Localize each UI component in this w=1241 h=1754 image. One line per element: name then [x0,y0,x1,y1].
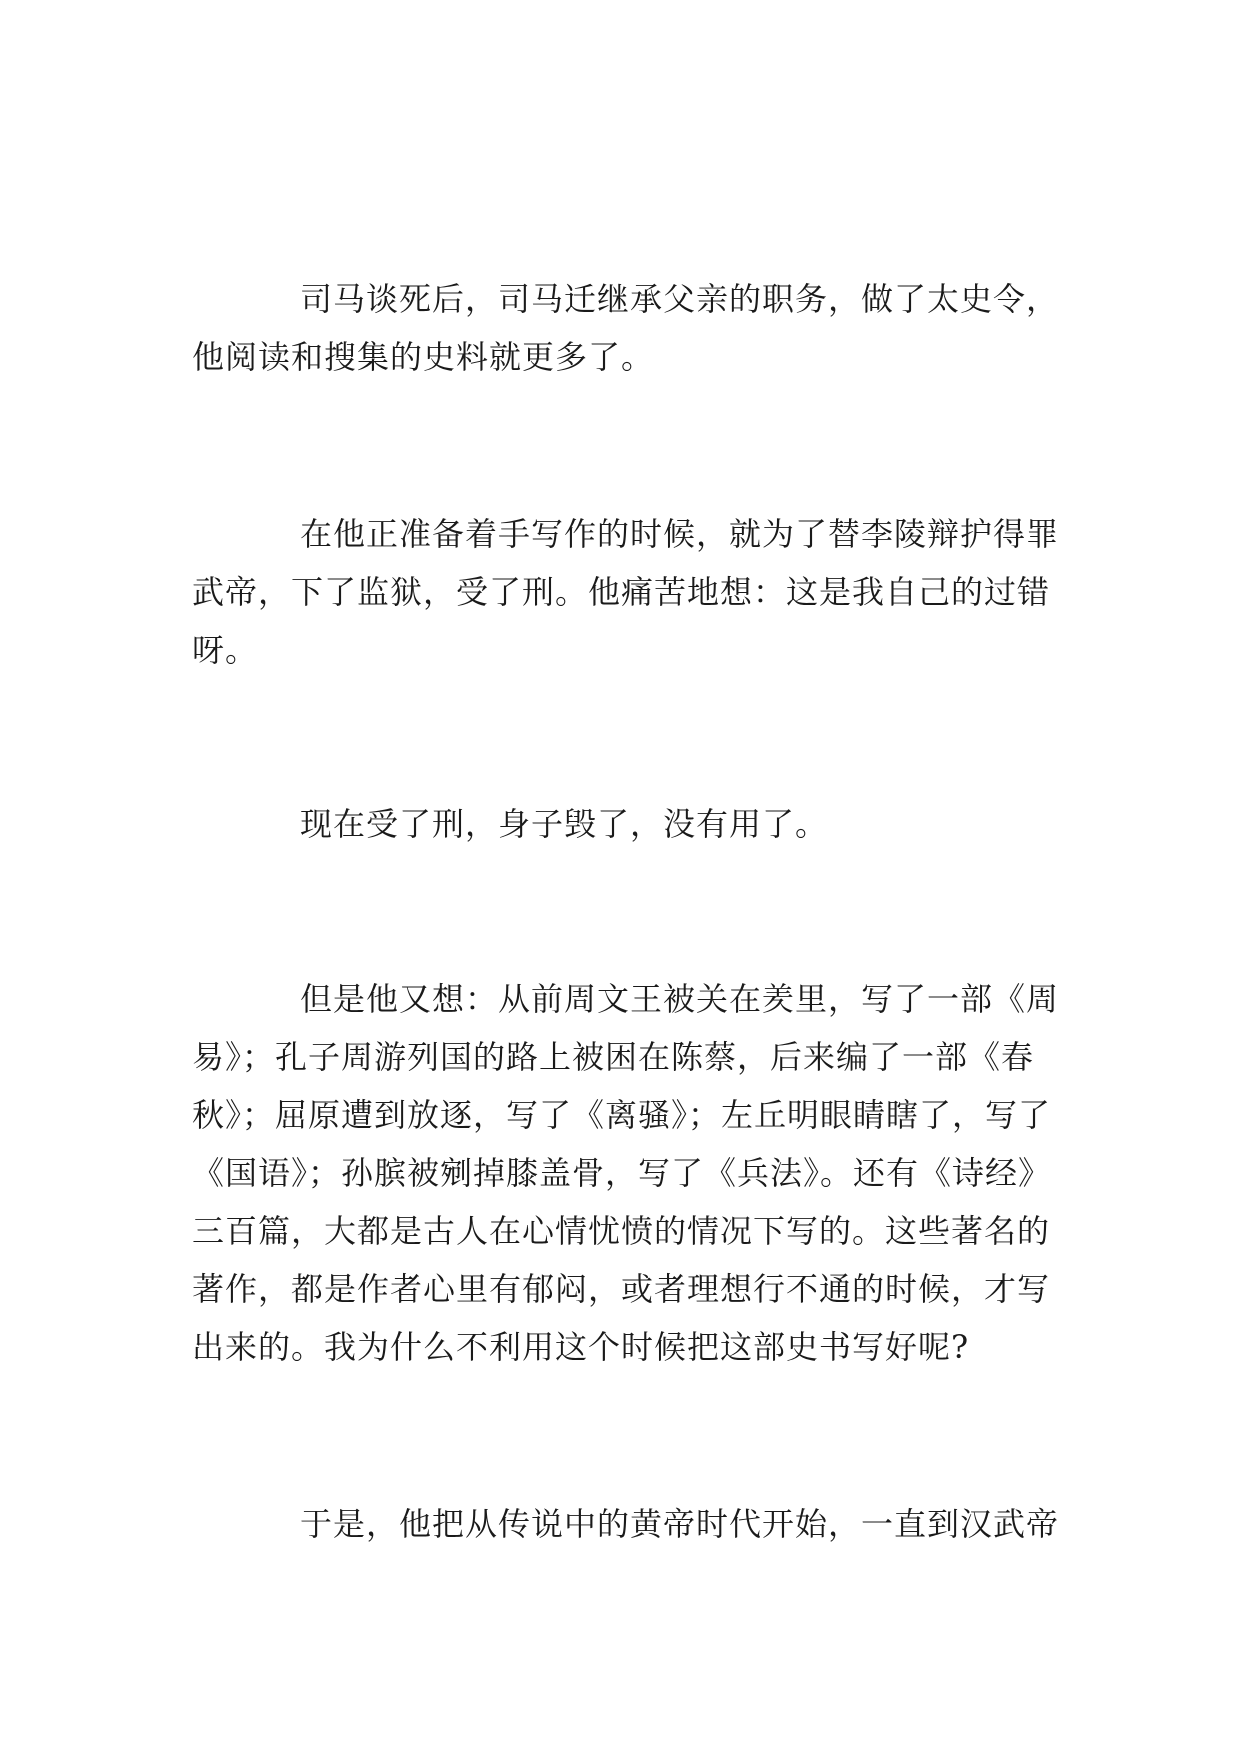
paragraph-1: 司马谈死后，司马迁继承父亲的职务，做了太史令，他阅读和搜集的史料就更多了。 [192,280,1060,376]
paragraph-4: 但是他又想：从前周文王被关在羑里，写了一部《周易》；孔子周游列国的路上被困在陈蔡，后来编了一部《春秋》；屈原遭到放逐，写了《离骚》；左丘明眼睛瞎了，写了《国语》；孙膑被剜掉膝盖骨，写了《兵法》。还有《诗经》三百篇，大都是古人在心情忧愤的情况下写的。这些著名的著作，都是作者心里有郁闷，或者理想行不通的时候，才写出来的。我为什么不利用这个时候把这部史书写好呢? [192,980,1060,1366]
paragraph-5: 于是，他把从传说中的黄帝时代开始，一直到汉武帝 [300,1505,1060,1543]
paragraph-2: 在他正准备着手写作的时候，就为了替李陵辩护得罪武帝，下了监狱，受了刑。他痛苦地想：这是我自己的过错呀。 [192,515,1060,669]
paragraph-3: 现在受了刑，身子毁了，没有用了。 [300,805,829,843]
